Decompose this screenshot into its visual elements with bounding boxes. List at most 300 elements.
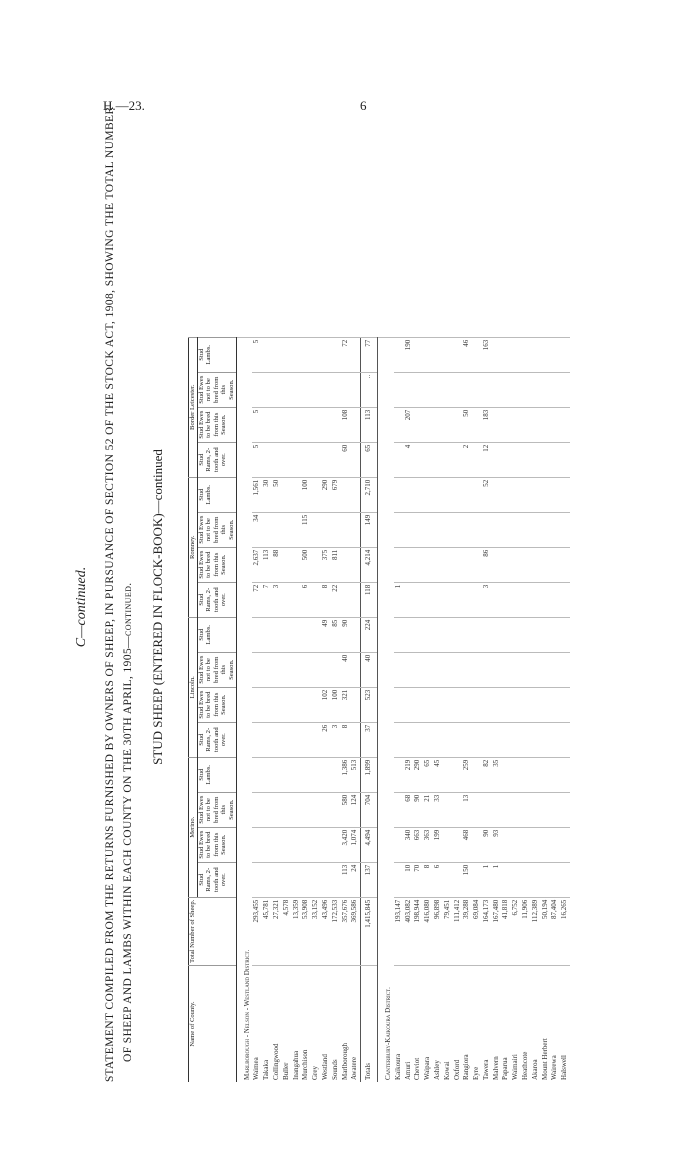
table-row <box>462 337 472 1082</box>
stud-count: 259 <box>462 757 472 792</box>
table-row <box>482 337 492 1082</box>
stud-count <box>433 442 443 477</box>
stud-count <box>321 757 331 792</box>
stud-count: 1,386 <box>341 757 351 792</box>
stud-count: 5 <box>252 337 262 372</box>
stud-count <box>292 547 302 582</box>
stud-count <box>262 652 272 687</box>
stud-count <box>423 617 433 652</box>
county-total: 111,412 <box>453 897 463 965</box>
stud-count <box>282 477 292 512</box>
stud-count <box>282 652 292 687</box>
stud-count <box>331 407 341 442</box>
stud-count: 102 <box>321 687 331 722</box>
stud-count <box>521 862 531 897</box>
stud-count <box>541 617 551 652</box>
stud-count <box>521 442 531 477</box>
totals-cell: 4,494 <box>361 827 378 862</box>
stud-count <box>311 792 321 827</box>
stud-count <box>292 512 302 547</box>
stud-count <box>560 547 570 582</box>
stud-count <box>413 547 423 582</box>
stud-count <box>492 652 502 687</box>
table-row <box>492 337 502 1082</box>
county-total: 112,389 <box>531 897 541 965</box>
county-name: Kaikoura <box>394 966 404 1083</box>
stud-count <box>511 337 521 372</box>
stud-count <box>531 512 541 547</box>
stud-count <box>311 372 321 407</box>
stud-count: 290 <box>413 757 423 792</box>
table-row <box>560 337 570 1082</box>
stud-count: 115 <box>301 512 311 547</box>
stud-count <box>272 827 282 862</box>
stud-count <box>321 862 331 897</box>
stud-count <box>394 442 404 477</box>
county-total: 33,152 <box>311 897 321 965</box>
totals-cell: 77 <box>361 337 378 372</box>
totals-cell: 37 <box>361 722 378 757</box>
stud-count <box>331 862 341 897</box>
stud-count <box>423 582 433 617</box>
table-row <box>331 337 341 1082</box>
stud-count <box>482 617 492 652</box>
stud-count <box>492 442 502 477</box>
stud-count <box>453 862 463 897</box>
stud-count: 468 <box>462 827 472 862</box>
table-row <box>404 337 414 1082</box>
stud-count <box>252 827 262 862</box>
stud-count <box>443 862 453 897</box>
stud-count <box>472 652 482 687</box>
stud-sheep-table <box>188 337 570 1082</box>
stud-count <box>472 687 482 722</box>
totals-total: 1,415,845 <box>361 897 378 965</box>
stud-count <box>282 407 292 442</box>
title-line2-text: OF SHEEP AND LAMBS WITHIN EACH COUNTY ON THE 30TH APRIL, 1905—continued. <box>122 582 134 1062</box>
stud-count <box>423 372 433 407</box>
stud-count <box>560 512 570 547</box>
stud-count <box>443 652 453 687</box>
stud-count <box>433 407 443 442</box>
stud-count <box>433 512 443 547</box>
stud-count <box>252 652 262 687</box>
stud-count: 321 <box>341 687 351 722</box>
stud-count <box>272 652 282 687</box>
stud-count <box>350 582 360 617</box>
stud-count <box>292 337 302 372</box>
stud-count <box>272 407 282 442</box>
header-group-lincoln: Lincoln. <box>189 617 198 757</box>
stud-count <box>453 582 463 617</box>
stud-count <box>531 757 541 792</box>
stud-count: 46 <box>462 337 472 372</box>
stud-count <box>292 617 302 652</box>
stud-count <box>541 652 551 687</box>
stud-count <box>394 477 404 512</box>
stud-count: 24 <box>350 862 360 897</box>
stud-count <box>350 547 360 582</box>
stud-count <box>321 372 331 407</box>
stud-count: 207 <box>404 407 414 442</box>
subheader-cell: Stud Lambs. <box>197 617 236 652</box>
stud-count: 45 <box>433 757 443 792</box>
header-group-merino: Merino. <box>189 757 198 897</box>
stud-count <box>541 862 551 897</box>
stud-count <box>482 372 492 407</box>
stud-count <box>413 687 423 722</box>
stud-count <box>404 617 414 652</box>
totals-cell: 113 <box>361 407 378 442</box>
stud-count <box>341 547 351 582</box>
header-group-romney: Romney. <box>189 477 198 617</box>
stud-count <box>282 512 292 547</box>
stud-count <box>541 477 551 512</box>
stud-count <box>292 442 302 477</box>
table-row <box>394 337 404 1082</box>
stud-count <box>311 757 321 792</box>
county-name: Halswell <box>560 966 570 1083</box>
stud-count <box>301 372 311 407</box>
header-county: Name of County. <box>189 966 237 1083</box>
stud-count <box>292 862 302 897</box>
stud-count <box>350 477 360 512</box>
stud-count: 3,420 <box>341 827 351 862</box>
stud-count <box>472 547 482 582</box>
stud-count <box>453 512 463 547</box>
stud-count <box>350 337 360 372</box>
totals-cell: 523 <box>361 687 378 722</box>
stud-count <box>262 442 272 477</box>
table-row <box>423 337 433 1082</box>
stud-count: 1,074 <box>350 827 360 862</box>
stud-count <box>413 477 423 512</box>
table-row <box>443 337 453 1082</box>
stud-count: 679 <box>331 477 341 512</box>
stud-count <box>521 687 531 722</box>
stud-count <box>272 722 282 757</box>
county-total: 293,455 <box>252 897 262 965</box>
stud-count <box>311 407 321 442</box>
stud-count <box>394 337 404 372</box>
table-row <box>541 337 551 1082</box>
stud-count: 5 <box>252 407 262 442</box>
stud-count <box>501 757 511 792</box>
stud-count <box>331 827 341 862</box>
county-name: Waimea <box>252 966 262 1083</box>
county-name: Sounds <box>331 966 341 1083</box>
stud-count <box>531 827 541 862</box>
stud-count <box>272 757 282 792</box>
stud-count <box>492 687 502 722</box>
subheader-cell: Stud Ewes not to be bred from this Season. <box>197 372 236 407</box>
county-total: 50,194 <box>541 897 551 965</box>
stud-count <box>443 792 453 827</box>
county-total: 403,082 <box>404 897 414 965</box>
stud-count <box>541 792 551 827</box>
table-row <box>282 337 292 1082</box>
stud-count <box>453 652 463 687</box>
subheader-cell: Stud Lambs. <box>197 477 236 512</box>
stud-count <box>394 687 404 722</box>
stud-count <box>492 512 502 547</box>
stud-count <box>531 372 541 407</box>
district-row <box>377 337 393 1082</box>
totals-cell: 224 <box>361 617 378 652</box>
stud-count <box>453 617 463 652</box>
stud-count <box>492 407 502 442</box>
stud-count <box>292 477 302 512</box>
stud-count: 68 <box>404 792 414 827</box>
stud-count <box>521 722 531 757</box>
stud-count <box>453 827 463 862</box>
stud-count: 60 <box>341 442 351 477</box>
stud-count <box>413 617 423 652</box>
county-name: Tawera <box>482 966 492 1083</box>
county-name: Heathcote <box>521 966 531 1083</box>
totals-cell: 1,899 <box>361 757 378 792</box>
stud-count <box>252 722 262 757</box>
stud-count <box>541 687 551 722</box>
county-name: Oxford <box>453 966 463 1083</box>
stud-count <box>331 442 341 477</box>
stud-count <box>311 862 321 897</box>
stud-count <box>341 512 351 547</box>
stud-count <box>531 477 541 512</box>
stud-count <box>394 407 404 442</box>
stud-count: 30 <box>262 477 272 512</box>
stud-count <box>560 827 570 862</box>
stud-count: 40 <box>341 652 351 687</box>
stud-count <box>433 687 443 722</box>
stud-count <box>292 757 302 792</box>
stud-count <box>311 687 321 722</box>
county-name: Ashley <box>433 966 443 1083</box>
stud-count <box>331 757 341 792</box>
stud-count <box>462 512 472 547</box>
stud-count: 50 <box>462 407 472 442</box>
stud-count <box>413 372 423 407</box>
stud-count <box>560 372 570 407</box>
stud-count <box>423 652 433 687</box>
stud-count <box>350 442 360 477</box>
stud-count <box>404 722 414 757</box>
stud-count: 10 <box>404 862 414 897</box>
stud-count <box>272 792 282 827</box>
stud-count <box>404 477 414 512</box>
county-total: 41,818 <box>501 897 511 965</box>
stud-count <box>501 582 511 617</box>
stud-count <box>560 337 570 372</box>
table-row <box>453 337 463 1082</box>
stud-count: 50 <box>272 477 282 512</box>
stud-count <box>453 372 463 407</box>
stud-count <box>462 617 472 652</box>
stud-count <box>350 512 360 547</box>
stud-count <box>531 582 541 617</box>
stud-count <box>321 337 331 372</box>
stud-count <box>560 687 570 722</box>
stud-count <box>443 617 453 652</box>
stud-count <box>462 652 472 687</box>
table-row <box>511 337 521 1082</box>
county-total: 198,944 <box>413 897 423 965</box>
stud-count <box>541 757 551 792</box>
stud-count <box>443 547 453 582</box>
stud-count <box>531 547 541 582</box>
stud-count <box>541 827 551 862</box>
stud-count: 90 <box>413 792 423 827</box>
stud-count <box>311 582 321 617</box>
stud-count <box>311 442 321 477</box>
stud-count <box>560 617 570 652</box>
table-row <box>550 337 560 1082</box>
stud-count <box>560 792 570 827</box>
stud-count <box>252 792 262 827</box>
stud-count <box>272 617 282 652</box>
stud-count <box>541 372 551 407</box>
stud-count <box>521 652 531 687</box>
county-name: Murchison <box>301 966 311 1083</box>
stud-count <box>433 722 443 757</box>
stud-count <box>472 792 482 827</box>
stud-count <box>492 372 502 407</box>
title-line1-text: TATEMENT COMPILED FROM THE RETURNS FURNISHED BY OWNERS OF SHEEP, IN PURSUANCE OF SECTION 52 OF THE STOCK ACT, 1908, SHOWING THE TOTAL NUMBER <box>104 106 116 1076</box>
stud-count <box>252 372 262 407</box>
county-name: Kowai <box>443 966 453 1083</box>
stud-count <box>501 792 511 827</box>
stud-count <box>453 722 463 757</box>
stud-count: 3 <box>482 582 492 617</box>
stud-count <box>482 792 492 827</box>
stud-count <box>413 722 423 757</box>
stud-count <box>443 372 453 407</box>
stud-count <box>541 547 551 582</box>
county-total: 87,404 <box>550 897 560 965</box>
statement-title-line1 <box>104 106 116 1082</box>
county-total: 27,321 <box>272 897 282 965</box>
stud-count <box>541 722 551 757</box>
stud-count <box>462 547 472 582</box>
stud-count <box>560 757 570 792</box>
stud-count <box>511 477 521 512</box>
stud-count <box>394 652 404 687</box>
stud-count <box>262 687 272 722</box>
stud-count <box>501 407 511 442</box>
stud-count <box>301 617 311 652</box>
stud-count <box>394 512 404 547</box>
totals-label: Totals <box>361 966 378 1083</box>
subheader-cell: Stud Ewes to be bred from this Season. <box>197 547 236 582</box>
stud-count <box>501 652 511 687</box>
subheader-cell: Stud Lambs. <box>197 757 236 792</box>
stud-count: 3 <box>272 582 282 617</box>
stud-count: 72 <box>341 337 351 372</box>
stud-count <box>521 407 531 442</box>
stud-count <box>560 862 570 897</box>
stud-count <box>282 372 292 407</box>
stud-count <box>472 372 482 407</box>
stud-count <box>433 337 443 372</box>
county-total: 164,173 <box>482 897 492 965</box>
stud-count <box>282 722 292 757</box>
stud-count <box>453 792 463 827</box>
stud-count <box>272 862 282 897</box>
district-name: Canterbury-Kaikoura District. <box>377 337 393 1082</box>
stud-count: 93 <box>492 827 502 862</box>
stud-count <box>311 617 321 652</box>
county-total: 369,586 <box>350 897 360 965</box>
stud-count: 113 <box>262 547 272 582</box>
table-row <box>350 337 360 1082</box>
county-name: Waimairi <box>511 966 521 1083</box>
section-heading: C—continued. <box>74 566 89 648</box>
stud-count <box>394 617 404 652</box>
stud-count <box>331 512 341 547</box>
table-row <box>292 337 302 1082</box>
stud-count <box>472 722 482 757</box>
county-total: 193,147 <box>394 897 404 965</box>
stud-count <box>443 477 453 512</box>
stud-count <box>492 547 502 582</box>
subheader-cell: Stud Rams, 2-tooth and over. <box>197 862 236 897</box>
stud-count <box>272 687 282 722</box>
totals-cell: 4,214 <box>361 547 378 582</box>
stud-count: 8 <box>321 582 331 617</box>
stud-count <box>350 652 360 687</box>
stud-count <box>521 512 531 547</box>
stud-count: 199 <box>433 827 443 862</box>
stud-count <box>453 687 463 722</box>
stud-count <box>321 407 331 442</box>
stud-count <box>472 827 482 862</box>
stud-count <box>492 337 502 372</box>
stud-count <box>404 687 414 722</box>
stud-count <box>443 442 453 477</box>
totals-cell: 65 <box>361 442 378 477</box>
county-total: 4,578 <box>282 897 292 965</box>
stud-count <box>272 512 282 547</box>
table-row <box>272 337 282 1082</box>
stud-count <box>301 792 311 827</box>
stud-count <box>501 722 511 757</box>
stud-count <box>282 547 292 582</box>
stud-count <box>521 477 531 512</box>
county-total: 53,908 <box>301 897 311 965</box>
stud-count <box>404 652 414 687</box>
stud-count: 3 <box>331 722 341 757</box>
stud-count: 183 <box>482 407 492 442</box>
county-name: Rangiora <box>462 966 472 1083</box>
stud-count <box>550 512 560 547</box>
stud-count <box>550 407 560 442</box>
stud-count <box>492 582 502 617</box>
county-name: Inangahua <box>292 966 302 1083</box>
stud-count <box>282 687 292 722</box>
table-row <box>252 337 262 1082</box>
stud-count <box>262 722 272 757</box>
stud-count <box>321 442 331 477</box>
county-total: 69,084 <box>472 897 482 965</box>
stud-count <box>550 337 560 372</box>
county-name: Marlborough <box>341 966 351 1083</box>
stud-count <box>453 407 463 442</box>
stud-count <box>413 337 423 372</box>
stud-count <box>511 862 521 897</box>
stud-count <box>262 407 272 442</box>
table-row <box>341 337 351 1082</box>
stud-count <box>404 582 414 617</box>
